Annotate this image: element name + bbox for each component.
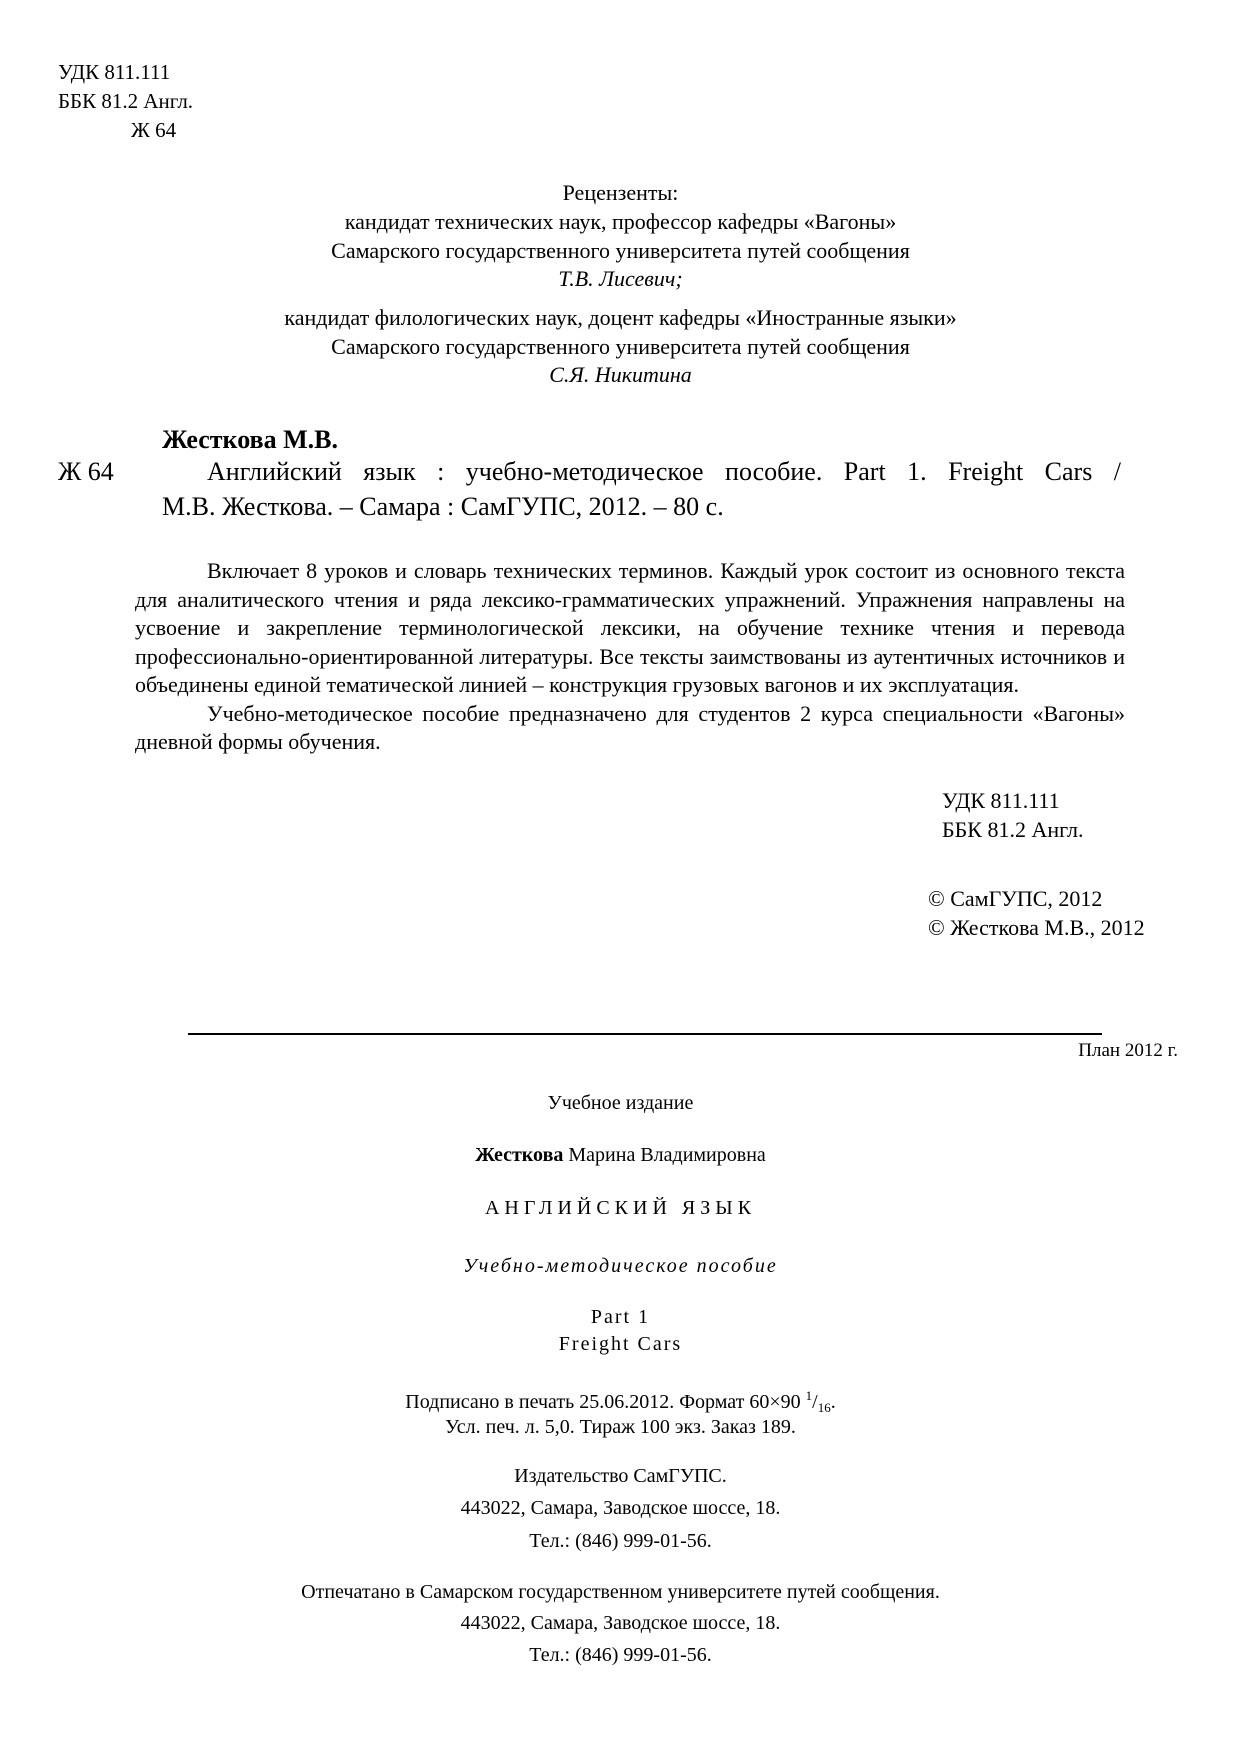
- plan-year: План 2012 г.: [1078, 1040, 1178, 1061]
- print-signed-end: .: [830, 1391, 836, 1413]
- copyright-publisher: © СамГУПС, 2012: [928, 886, 1103, 911]
- biblio-author: Жесткова М.В.: [162, 425, 338, 454]
- format-denominator: 16: [817, 1400, 831, 1415]
- reviewer-2-name: С.Я. Никитина: [549, 362, 692, 387]
- abstract-paragraph-2: Учебно-методическое пособие предназначено для студентов 2 курса специальности «Вагоны» дневной формы обучения.: [135, 700, 1125, 754]
- biblio-code: Ж 64: [58, 457, 114, 486]
- reviewer-1-name: Т.В. Лисевич;: [558, 266, 683, 291]
- format-numerator: 1: [805, 1388, 813, 1403]
- reviewers-heading: Рецензенты:: [562, 180, 679, 205]
- edition-type: Учебное издание: [547, 1092, 694, 1114]
- biblio-imprint-line: М.В. Жесткова. – Самара : СамГУПС, 2012. – 80 с.: [162, 492, 724, 521]
- reviewer-1-affiliation: Самарского государственного университета путей сообщения: [331, 238, 910, 263]
- abstract-udk: УДК 811.111: [942, 788, 1060, 813]
- abstract-paragraph-1: Включает 8 уроков и словарь технических терминов. Каждый урок состоит из основного текста для аналитического чтения и ряда лексико-грамматических упражнений. Упражнения направлены на усвоение и закрепление терминологической лексики, на обучение технике чтения и перевода профессионально-ориентированной литературы. Все тексты заимствованы из аутентичных источников и объединены единой тематической линией – конструкция грузовых вагонов и их эксплуатация.: [135, 558, 1125, 697]
- colophon-author-name: Марина Владимировна: [563, 1144, 766, 1166]
- print-details: Усл. печ. л. 5,0. Тираж 100 экз. Заказ 189.: [445, 1416, 796, 1438]
- section-divider: [188, 1033, 1102, 1035]
- author-mark: Ж 64: [131, 118, 177, 142]
- colophon-title: АНГЛИЙСКИЙ ЯЗЫК: [484, 1197, 757, 1219]
- abstract: [135, 557, 1125, 757]
- colophon-part-title: Freight Cars: [558, 1333, 683, 1355]
- reviewer-2-affiliation: Самарского государственного университета путей сообщения: [331, 334, 910, 359]
- colophon-author-surname: Жесткова: [475, 1144, 564, 1166]
- format-slash: /: [812, 1391, 818, 1413]
- udk-code: УДК 811.111: [58, 60, 171, 84]
- bbk-code: ББК 81.2 Англ.: [58, 89, 194, 113]
- colophon-subtitle: Учебно-методическое пособие: [463, 1255, 778, 1277]
- biblio-title-line: Английский язык : учебно-методическое пособие. Part 1. Freight Cars /: [207, 457, 1121, 486]
- reviewer-1-position: кандидат технических наук, профессор кафедры «Вагоны»: [344, 209, 897, 234]
- reviewer-2-position: кандидат филологических наук, доцент кафедры «Иностранные языки»: [284, 305, 957, 330]
- printer-address: 443022, Самара, Заводское шоссе, 18.: [460, 1612, 781, 1634]
- abstract-bbk: ББК 81.2 Англ.: [942, 817, 1084, 842]
- printed-at: Отпечатано в Самарском государственном университете путей сообщения.: [301, 1581, 940, 1603]
- publisher-phone: Тел.: (846) 999-01-56.: [529, 1530, 712, 1552]
- publisher-address: 443022, Самара, Заводское шоссе, 18.: [460, 1497, 781, 1519]
- colophon-author: [0, 1141, 1241, 1170]
- colophon-part: Part 1: [590, 1306, 651, 1328]
- printer-phone: Тел.: (846) 999-01-56.: [529, 1644, 712, 1666]
- publisher-name: Издательство СамГУПС.: [514, 1465, 727, 1487]
- print-signed-text: Подписано в печать 25.06.2012. Формат 60×90: [405, 1391, 806, 1413]
- copyright-author: © Жесткова М.В., 2012: [928, 915, 1145, 940]
